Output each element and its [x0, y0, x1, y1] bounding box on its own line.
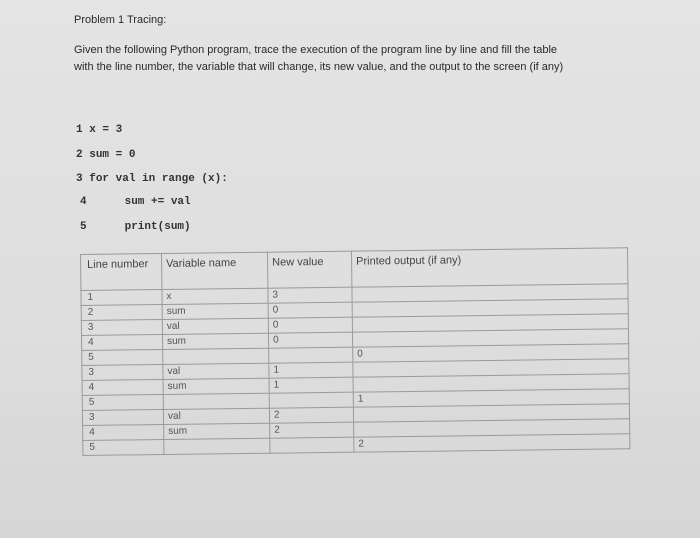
cell-variable-name: [163, 393, 269, 409]
cell-variable-name: val: [163, 408, 269, 424]
problem-title: Problem 1 Tracing:: [74, 14, 167, 26]
cell-line-number: 4: [81, 334, 162, 350]
cell-line-number: 4: [83, 424, 164, 440]
cell-line-number: 5: [83, 439, 164, 455]
cell-new-value: 2: [269, 407, 353, 423]
trace-table: [80, 247, 630, 456]
cell-variable-name: sum: [162, 303, 268, 319]
cell-variable-name: val: [162, 318, 268, 334]
cell-new-value: 0: [268, 317, 352, 333]
cell-line-number: 3: [82, 364, 163, 380]
code-line-4: 4 sum += val: [80, 196, 191, 208]
cell-line-number: 4: [82, 379, 163, 395]
cell-variable-name: [163, 348, 269, 364]
cell-variable-name: sum: [164, 423, 270, 439]
header-line-number: Line number: [81, 254, 162, 291]
cell-printed-output: 0: [353, 344, 629, 362]
header-new-value: New value: [267, 251, 351, 288]
code-line-3: 3 for val in range (x):: [76, 173, 228, 185]
cell-new-value: 0: [268, 332, 352, 348]
cell-new-value: 1: [269, 377, 353, 393]
instructions: Given the following Python program, trace the execution of the program line by line and fill the table with the line number, the variable that will change, its new value, and the output to the screen (if any): [74, 44, 564, 73]
cell-variable-name: val: [163, 363, 269, 379]
header-printed-output: Printed output (if any): [351, 248, 627, 287]
code-line-5: 5 print(sum): [80, 221, 191, 233]
header-variable-name: Variable name: [162, 252, 268, 289]
cell-new-value: [270, 437, 354, 453]
cell-line-number: 3: [81, 319, 162, 335]
cell-new-value: 0: [268, 302, 352, 318]
cell-printed-output: 2: [354, 434, 630, 452]
cell-new-value: 2: [270, 422, 354, 438]
cell-new-value: 1: [269, 362, 353, 378]
code-line-1: 1 x = 3: [76, 124, 123, 136]
cell-line-number: 1: [81, 290, 162, 306]
cell-new-value: [269, 392, 353, 408]
cell-variable-name: sum: [163, 378, 269, 394]
cell-variable-name: x: [162, 288, 268, 304]
cell-variable-name: [164, 438, 270, 454]
cell-line-number: 3: [82, 409, 163, 425]
cell-line-number: 5: [82, 394, 163, 410]
cell-variable-name: sum: [162, 333, 268, 349]
code-line-2: 2 sum = 0: [76, 149, 136, 161]
cell-printed-output: 1: [353, 389, 629, 407]
cell-line-number: 2: [81, 305, 162, 321]
cell-new-value: [269, 347, 353, 363]
cell-new-value: 3: [268, 287, 352, 303]
cell-line-number: 5: [82, 349, 163, 365]
